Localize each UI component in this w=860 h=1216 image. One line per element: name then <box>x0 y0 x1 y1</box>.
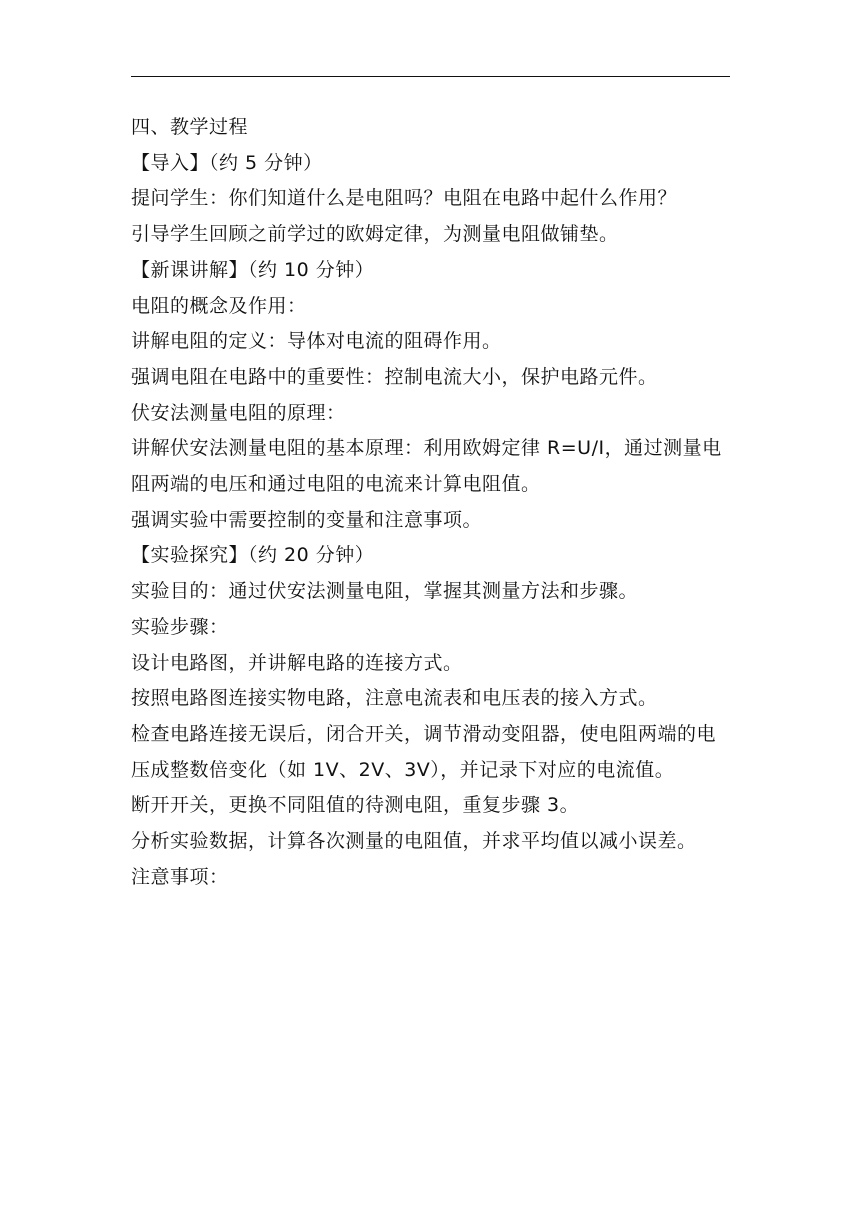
section-heading-teaching-process: 四、教学过程 <box>131 116 249 138</box>
paragraph: 讲解伏安法测量电阻的基本原理：利用欧姆定律 R=U/I，通过测量电阻两端的电压和通过电阻的电流来计算电阻值。 <box>131 437 722 496</box>
document-body <box>131 110 731 895</box>
paragraph: 讲解电阻的定义：导体对电流的阻碍作用。 <box>131 330 502 353</box>
paragraph: 断开开关，更换不同阻值的待测电阻，重复步骤 3。 <box>131 794 580 817</box>
paragraph: 实验目的：通过伏安法测量电阻，掌握其测量方法和步骤。 <box>131 580 639 603</box>
paragraph: 强调实验中需要控制的变量和注意事项。 <box>131 508 483 531</box>
paragraph: 提问学生：你们知道什么是电阻吗？电阻在电路中起什么作用？ <box>131 187 678 210</box>
paragraph: 伏安法测量电阻的原理： <box>131 401 346 424</box>
paragraph: 设计电路图，并讲解电路的连接方式。 <box>131 651 463 674</box>
paragraph: 引导学生回顾之前学过的欧姆定律，为测量电阻做铺垫。 <box>131 223 619 246</box>
paragraph: 注意事项： <box>131 865 229 888</box>
paragraph: 强调电阻在电路中的重要性：控制电流大小，保护电路元件。 <box>131 365 658 388</box>
subheading-new-lesson: 【新课讲解】（约 10 分钟） <box>131 258 375 281</box>
paragraph: 按照电路图连接实物电路，注意电流表和电压表的接入方式。 <box>131 687 658 710</box>
subheading-experiment: 【实验探究】（约 20 分钟） <box>131 544 375 567</box>
paragraph: 分析实验数据，计算各次测量的电阻值，并求平均值以减小误差。 <box>131 830 697 853</box>
paragraph: 实验步骤： <box>131 615 229 638</box>
paragraph: 电阻的概念及作用： <box>131 294 307 317</box>
header-rule <box>131 76 730 77</box>
subheading-introduction: 【导入】（约 5 分钟） <box>131 151 323 174</box>
paragraph: 检查电路连接无误后，闭合开关，调节滑动变阻器，使电阻两端的电压成整数倍变化（如 1V、2V、3V），并记录下对应的电流值。 <box>131 722 717 781</box>
